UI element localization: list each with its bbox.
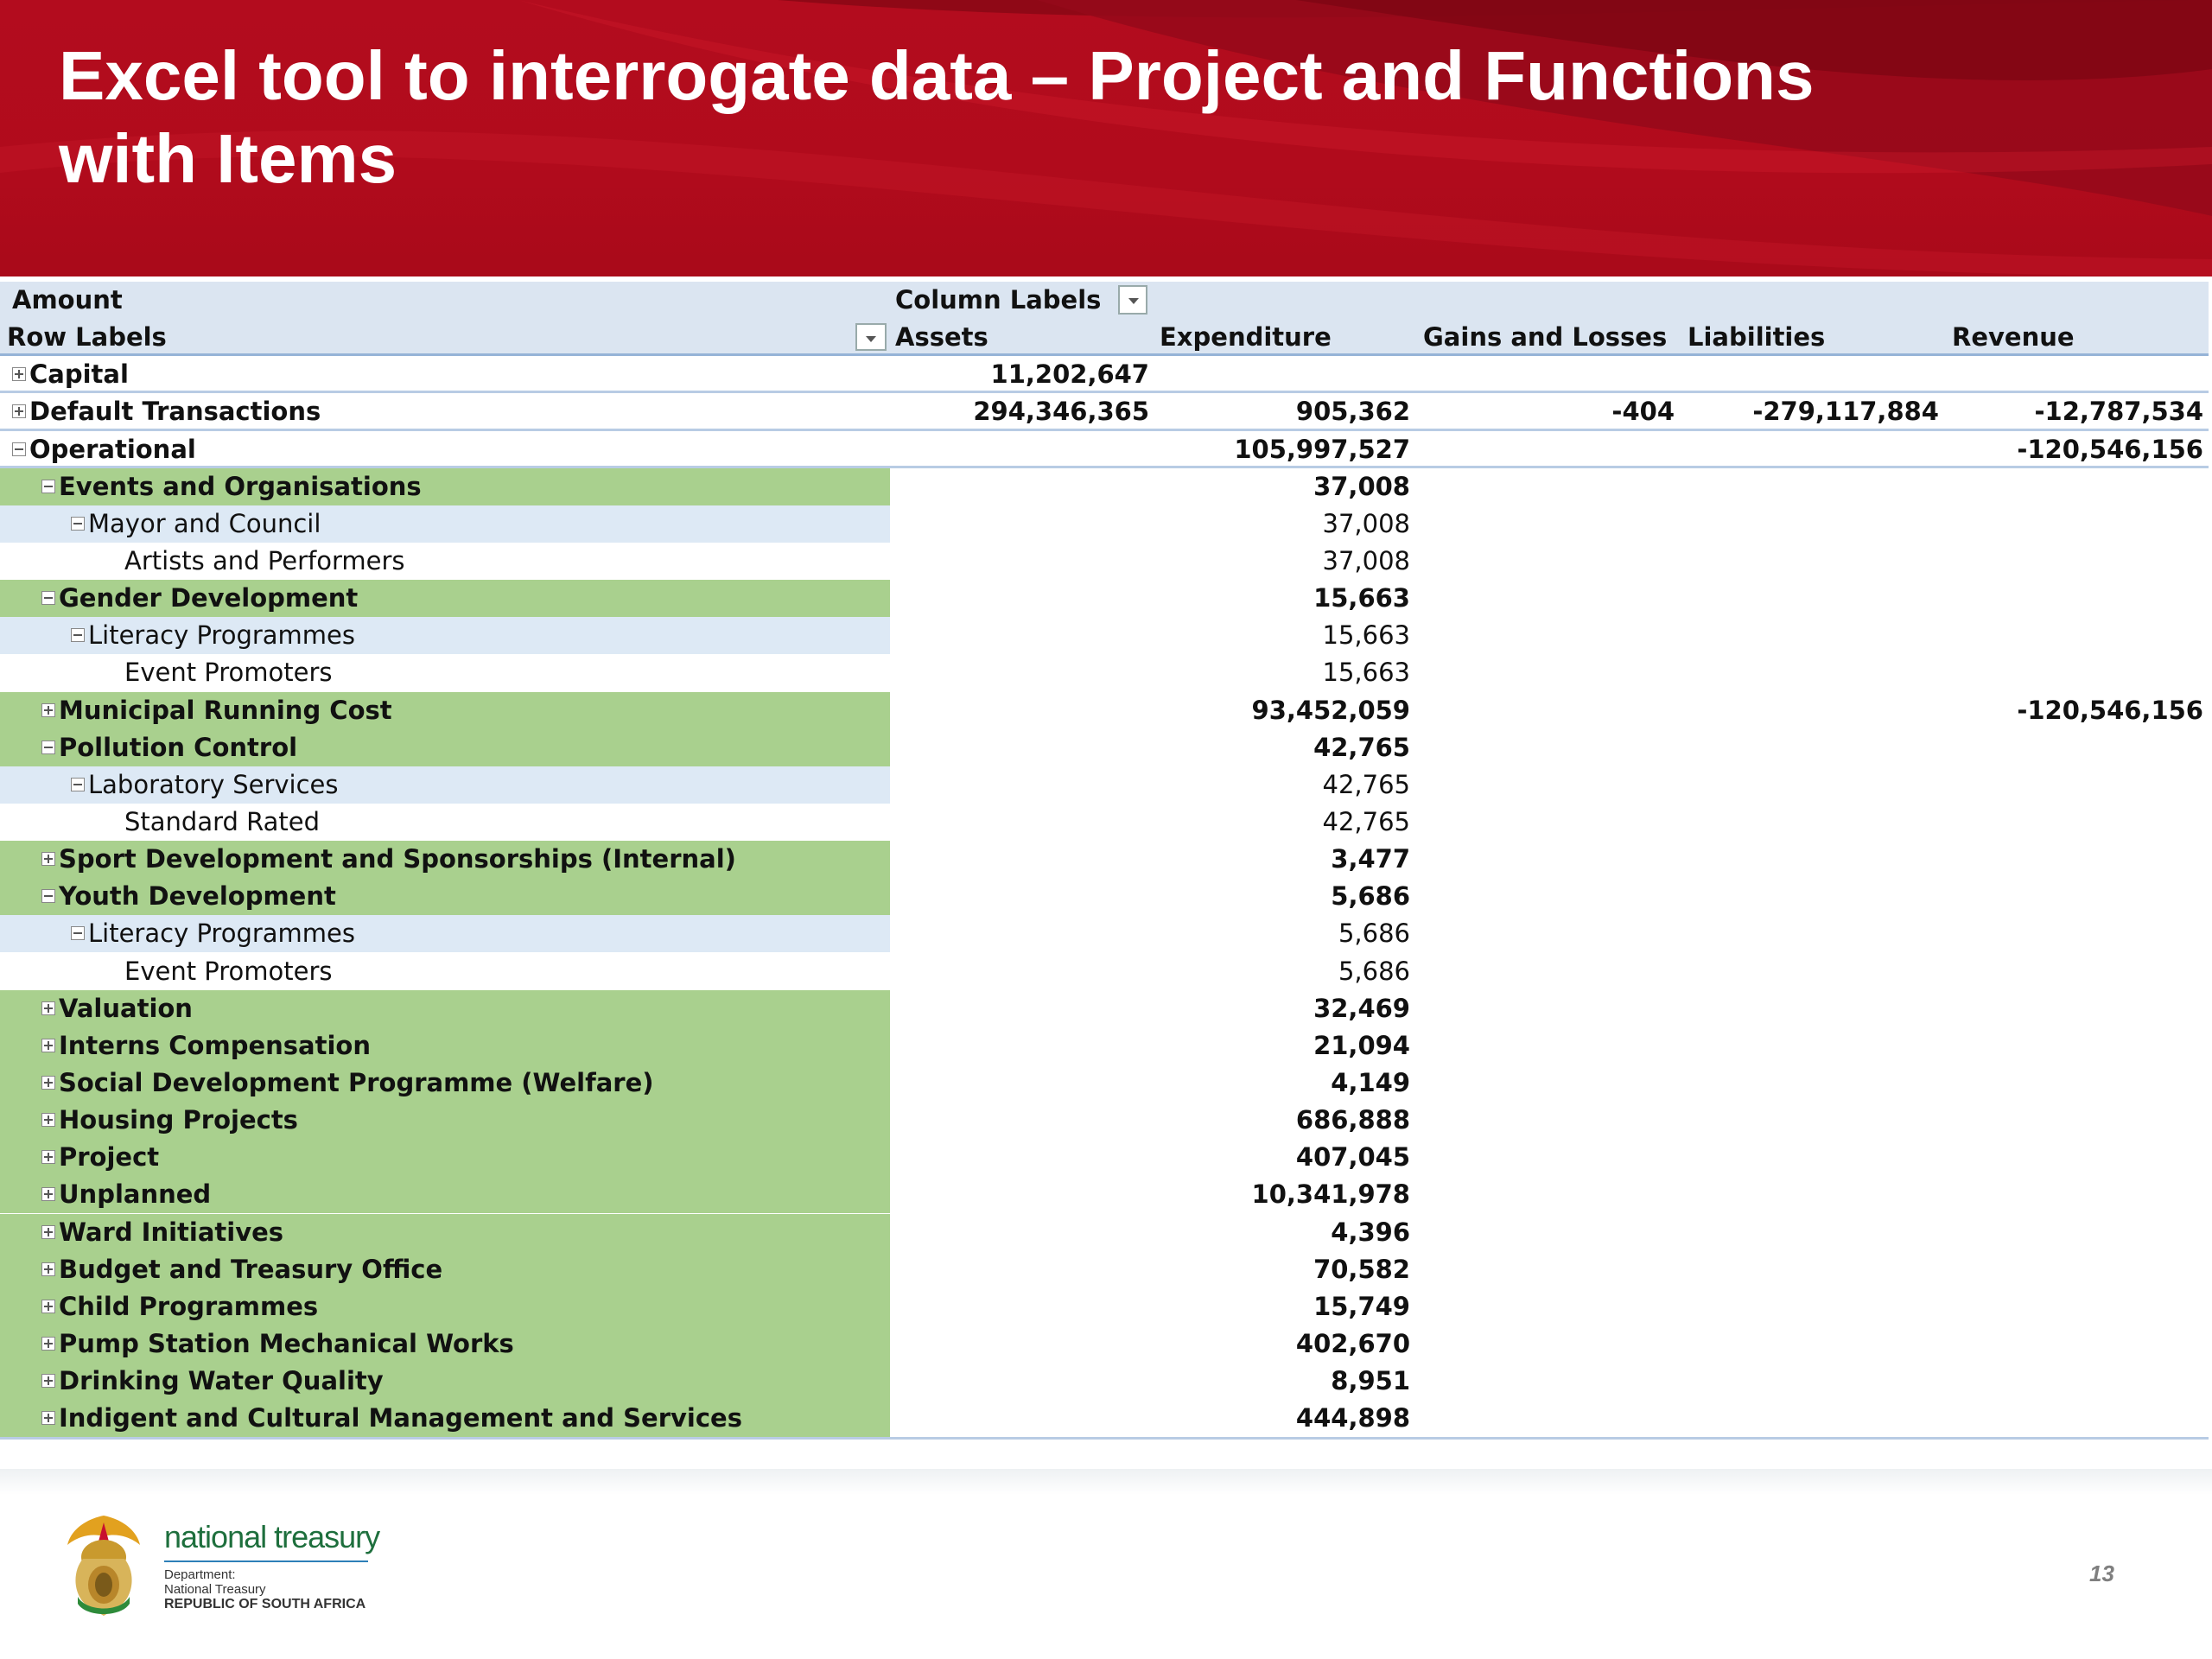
row-label-cell xyxy=(0,915,890,952)
value-cell-revenue xyxy=(1939,543,2203,580)
row-label-cell xyxy=(0,1027,890,1065)
brand-name: national treasury xyxy=(164,1519,380,1554)
value-cell-expenditure: 5,686 xyxy=(1331,881,1410,912)
value-cell-expenditure: 105,997,527 xyxy=(1234,434,1410,464)
value-field-label: Amount xyxy=(12,285,123,315)
expand-icon[interactable] xyxy=(12,367,26,381)
collapse-icon[interactable] xyxy=(41,889,55,903)
value-cell-expenditure: 4,396 xyxy=(1331,1217,1410,1247)
expand-icon[interactable] xyxy=(41,1337,55,1351)
row-label: Default Transactions xyxy=(29,397,321,427)
row-labels-header: Row Labels xyxy=(7,322,167,353)
row-label: Operational xyxy=(29,434,196,464)
value-cell-expenditure: 21,094 xyxy=(1313,1030,1410,1060)
value-cell-revenue xyxy=(1939,1288,2203,1325)
value-cell-revenue xyxy=(1939,1102,2203,1139)
row-label: Mayor and Council xyxy=(88,508,321,538)
column-labels-header: Column Labels xyxy=(895,285,1102,315)
row-label: Standard Rated xyxy=(124,806,321,836)
pivot-row xyxy=(0,468,2209,505)
department-text xyxy=(164,1567,365,1611)
row-label-cell xyxy=(0,878,890,915)
row-label-cell xyxy=(0,543,890,580)
row-label-cell xyxy=(0,729,890,766)
row-label: Laboratory Services xyxy=(88,769,339,799)
value-cell-expenditure: 407,045 xyxy=(1295,1142,1410,1173)
expand-icon[interactable] xyxy=(41,1187,55,1201)
value-cell-gains xyxy=(1410,356,1675,393)
value-cell-expenditure: 686,888 xyxy=(1295,1105,1410,1135)
row-label-cell xyxy=(0,1251,890,1288)
row-label-cell xyxy=(0,1400,890,1437)
value-cell-expenditure: 5,686 xyxy=(1338,956,1410,986)
expand-icon[interactable] xyxy=(41,1225,55,1239)
value-cell-expenditure xyxy=(1149,356,1410,393)
pivot-row xyxy=(0,1065,2209,1102)
value-cell-expenditure: 42,765 xyxy=(1322,806,1410,836)
row-label-cell xyxy=(0,617,890,654)
pivot-row xyxy=(0,505,2209,543)
coat-of-arms-icon xyxy=(60,1510,147,1625)
column-labels-filter-dropdown[interactable] xyxy=(1118,285,1147,315)
value-cell-gains: -404 xyxy=(1611,397,1675,427)
row-label: Gender Development xyxy=(59,583,359,613)
dept-line-1: Department: xyxy=(164,1567,236,1582)
brand-underline xyxy=(164,1560,368,1562)
pivot-row xyxy=(0,393,2209,430)
row-label-cell xyxy=(0,580,890,617)
pivot-row xyxy=(0,356,2209,393)
dept-line-2: National Treasury xyxy=(164,1582,266,1597)
expand-icon[interactable] xyxy=(41,1262,55,1276)
pivot-row xyxy=(0,617,2209,654)
value-cell-revenue xyxy=(1939,1400,2203,1437)
value-cell-revenue xyxy=(1939,654,2203,691)
value-cell-liabilities xyxy=(1675,356,1939,393)
value-cell-liabilities: -279,117,884 xyxy=(1752,397,1939,427)
value-cell-revenue: -120,546,156 xyxy=(2017,434,2203,464)
pivot-row xyxy=(0,654,2209,691)
row-label: Capital xyxy=(29,359,129,390)
row-label: Budget and Treasury Office xyxy=(59,1254,443,1284)
row-label: Indigent and Cultural Management and Services xyxy=(59,1403,742,1433)
row-label: Housing Projects xyxy=(59,1105,298,1135)
value-cell-revenue xyxy=(1939,766,2203,804)
value-cell-expenditure: 402,670 xyxy=(1295,1328,1410,1358)
expand-icon[interactable] xyxy=(12,404,26,418)
pivot-row xyxy=(0,878,2209,915)
row-label-cell xyxy=(0,505,890,543)
pivot-row xyxy=(0,1288,2209,1325)
row-label: Municipal Running Cost xyxy=(59,695,392,725)
value-cell-revenue xyxy=(1939,1251,2203,1288)
row-label-cell xyxy=(0,654,890,691)
value-cell-expenditure: 37,008 xyxy=(1322,545,1410,575)
value-cell-expenditure: 15,663 xyxy=(1313,583,1410,613)
row-label: Valuation xyxy=(59,993,193,1023)
expand-icon[interactable] xyxy=(41,1411,55,1425)
row-label: Events and Organisations xyxy=(59,471,422,501)
collapse-icon[interactable] xyxy=(41,591,55,605)
pivot-row xyxy=(0,1102,2209,1139)
pivot-table xyxy=(0,282,2209,1440)
row-label-cell xyxy=(0,468,890,505)
value-cell-expenditure: 70,582 xyxy=(1313,1254,1410,1284)
value-cell-expenditure: 905,362 xyxy=(1295,397,1410,427)
expand-icon[interactable] xyxy=(41,703,55,717)
pivot-row xyxy=(0,766,2209,804)
value-cell-expenditure: 444,898 xyxy=(1295,1403,1410,1433)
row-label-cell xyxy=(0,1288,890,1325)
row-label-cell xyxy=(0,766,890,804)
row-label: Event Promoters xyxy=(124,658,333,688)
row-label: Sport Development and Sponsorships (Internal) xyxy=(59,844,736,874)
value-cell-expenditure: 15,749 xyxy=(1313,1291,1410,1321)
footer-divider xyxy=(0,1469,2212,1495)
collapse-icon[interactable] xyxy=(41,480,55,493)
row-label-cell xyxy=(0,393,890,430)
pivot-row xyxy=(0,1027,2209,1065)
pivot-row xyxy=(0,804,2209,841)
row-label-cell xyxy=(0,356,890,393)
value-cell-expenditure: 37,008 xyxy=(1322,508,1410,538)
row-label: Literacy Programmes xyxy=(88,620,356,651)
row-label: Social Development Programme (Welfare) xyxy=(59,1067,654,1097)
value-cell-revenue xyxy=(1939,1363,2203,1400)
value-cell-liabilities xyxy=(1675,431,1939,468)
pivot-header-row-1 xyxy=(0,282,2209,319)
value-cell-revenue xyxy=(1939,990,2203,1027)
pivot-row xyxy=(0,1139,2209,1176)
value-cell-expenditure: 3,477 xyxy=(1331,844,1410,874)
row-label: Youth Development xyxy=(59,881,336,912)
dept-line-3: REPUBLIC OF SOUTH AFRICA xyxy=(164,1597,366,1611)
row-label: Pollution Control xyxy=(59,732,298,762)
value-cell-revenue xyxy=(1939,729,2203,766)
row-label-cell xyxy=(0,1325,890,1363)
slide-title-line2: with Items xyxy=(59,120,397,197)
pivot-row xyxy=(0,990,2209,1027)
pivot-row xyxy=(0,543,2209,580)
row-label-cell xyxy=(0,1139,890,1176)
slide-title xyxy=(59,35,1960,200)
row-label: Event Promoters xyxy=(124,956,333,986)
value-cell-revenue xyxy=(1939,841,2203,878)
collapse-icon[interactable] xyxy=(12,442,26,456)
pivot-row xyxy=(0,431,2209,468)
column-header-revenue: Revenue xyxy=(1952,322,2075,353)
row-label-cell xyxy=(0,431,890,468)
value-cell-revenue: -120,546,156 xyxy=(2017,695,2203,725)
value-cell-assets: 11,202,647 xyxy=(990,359,1149,390)
value-cell-expenditure: 5,686 xyxy=(1338,918,1410,949)
expand-icon[interactable] xyxy=(41,852,55,866)
row-label: Literacy Programmes xyxy=(88,918,356,949)
pivot-row xyxy=(0,915,2209,952)
pivot-row xyxy=(0,692,2209,729)
value-cell-expenditure: 15,663 xyxy=(1322,620,1410,651)
collapse-icon[interactable] xyxy=(71,517,85,531)
value-cell-expenditure: 42,765 xyxy=(1322,769,1410,799)
row-label-cell xyxy=(0,1176,890,1213)
row-label: Project xyxy=(59,1142,160,1173)
value-cell-revenue xyxy=(1939,915,2203,952)
row-label: Interns Compensation xyxy=(59,1030,371,1060)
value-cell-revenue xyxy=(1939,1325,2203,1363)
collapse-icon[interactable] xyxy=(71,926,85,940)
expand-icon[interactable] xyxy=(41,1374,55,1388)
pivot-bottom-border xyxy=(0,1437,2209,1440)
page-number: 13 xyxy=(2089,1560,2114,1586)
column-header-assets: Assets xyxy=(895,322,988,353)
value-cell-revenue xyxy=(1939,1214,2203,1251)
row-label: Drinking Water Quality xyxy=(59,1366,384,1396)
value-cell-revenue xyxy=(1939,580,2203,617)
row-label-cell xyxy=(0,692,890,729)
row-label: Artists and Performers xyxy=(124,545,405,575)
row-label-cell xyxy=(0,990,890,1027)
value-cell-expenditure: 10,341,978 xyxy=(1251,1179,1410,1210)
value-cell-revenue: -12,787,534 xyxy=(2034,397,2203,427)
title-banner xyxy=(0,0,2212,276)
value-cell-revenue xyxy=(1939,1027,2203,1065)
column-header-expenditure: Expenditure xyxy=(1160,322,1332,353)
pivot-row xyxy=(0,1214,2209,1251)
pivot-row xyxy=(0,1363,2209,1400)
column-header-gains-and-losses: Gains and Losses xyxy=(1423,322,1668,353)
value-cell-revenue xyxy=(1939,468,2203,505)
pivot-row xyxy=(0,1251,2209,1288)
row-label-cell xyxy=(0,841,890,878)
column-header-liabilities: Liabilities xyxy=(1688,322,1826,353)
row-label-cell xyxy=(0,1065,890,1102)
row-label-cell xyxy=(0,1363,890,1400)
expand-icon[interactable] xyxy=(41,1300,55,1313)
row-label: Unplanned xyxy=(59,1179,212,1210)
collapse-icon[interactable] xyxy=(71,628,85,642)
expand-icon[interactable] xyxy=(41,1001,55,1015)
row-label-cell xyxy=(0,804,890,841)
pivot-row xyxy=(0,729,2209,766)
pivot-row xyxy=(0,1400,2209,1437)
value-cell-expenditure: 93,452,059 xyxy=(1251,695,1410,725)
value-cell-revenue xyxy=(1939,505,2203,543)
pivot-body xyxy=(0,356,2209,1440)
value-cell-expenditure: 8,951 xyxy=(1331,1366,1410,1396)
row-label-cell xyxy=(0,1214,890,1251)
value-cell-expenditure: 15,663 xyxy=(1322,658,1410,688)
value-cell-gains xyxy=(1410,431,1675,468)
value-cell-revenue xyxy=(1939,617,2203,654)
value-cell-assets xyxy=(890,431,1149,468)
pivot-row xyxy=(0,1325,2209,1363)
value-cell-assets: 294,346,365 xyxy=(973,397,1149,427)
row-labels-filter-dropdown[interactable] xyxy=(855,323,887,351)
pivot-header-row-2 xyxy=(0,319,2209,356)
value-cell-expenditure: 4,149 xyxy=(1331,1067,1410,1097)
row-label-cell xyxy=(0,1102,890,1139)
row-label: Ward Initiatives xyxy=(59,1217,284,1247)
pivot-row xyxy=(0,953,2209,990)
row-label: Pump Station Mechanical Works xyxy=(59,1328,514,1358)
slide-title-line1: Excel tool to interrogate data – Project and Functions xyxy=(59,37,1815,114)
collapse-icon[interactable] xyxy=(71,778,85,791)
collapse-icon[interactable] xyxy=(41,741,55,754)
expand-icon[interactable] xyxy=(41,1113,55,1127)
value-cell-expenditure: 32,469 xyxy=(1313,993,1410,1023)
value-cell-revenue xyxy=(1939,804,2203,841)
value-cell-revenue xyxy=(1939,1065,2203,1102)
value-cell-revenue xyxy=(1939,953,2203,990)
pivot-row xyxy=(0,841,2209,878)
value-cell-revenue xyxy=(1939,356,2203,393)
value-cell-expenditure: 42,765 xyxy=(1313,732,1410,762)
pivot-row xyxy=(0,580,2209,617)
value-cell-revenue xyxy=(1939,878,2203,915)
expand-icon[interactable] xyxy=(41,1039,55,1052)
value-cell-revenue xyxy=(1939,1176,2203,1213)
pivot-row xyxy=(0,1176,2209,1213)
value-cell-revenue xyxy=(1939,1139,2203,1176)
row-label: Child Programmes xyxy=(59,1291,319,1321)
row-label-cell xyxy=(0,953,890,990)
expand-icon[interactable] xyxy=(41,1076,55,1090)
value-cell-expenditure: 37,008 xyxy=(1313,471,1410,501)
expand-icon[interactable] xyxy=(41,1150,55,1164)
